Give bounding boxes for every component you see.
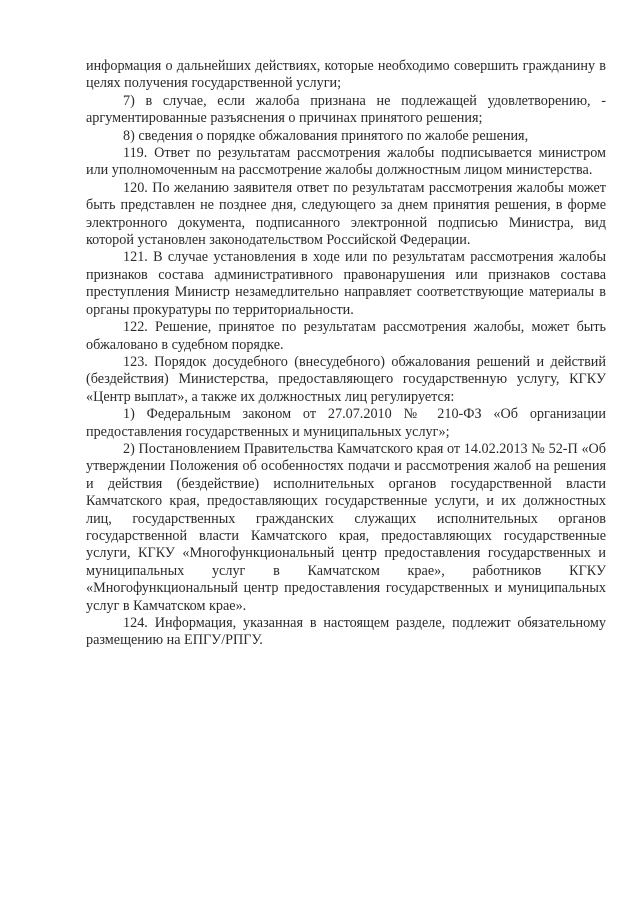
paragraph-121: 121. В случае установления в ходе или по результатам рассмотрения жалобы признаков состава административного правонарушения или признаков состава преступления Министр незамедлительно направляет соответствующие материалы в органы прокуратуры по территориальности.: [86, 249, 606, 318]
paragraph-122: 122. Решение, принятое по результатам рассмотрения жалобы, может быть обжаловано в судебном порядке.: [86, 319, 606, 353]
paragraph-info-further: информация о дальнейших действиях, которые необходимо совершить гражданину в целях получения государственной услуги;: [86, 58, 606, 92]
paragraph-item-8: 8) сведения о порядке обжалования принятого по жалобе решения,: [123, 127, 529, 144]
paragraph-123-item-2: 2) Постановлением Правительства Камчатского края от 14.02.2013 № 52-П «Об утверждении Положения об особенностях подачи и рассмотрения жалоб на решения и действия (бездействие) исполнительных органов государственной власти Камчатского края, предоставляющих государственные услуги, и их должностных лиц, государственных гражданских служащих исполнительных органов государственной власти Камчатского края, предоставляющих государственные услуги, КГКУ «Многофункциональный центр предоставления государственных и муниципальных услуг в Камчатском крае», работников КГКУ «Многофункциональный центр предоставления государственных и муниципальных услуг в Камчатском крае».: [86, 440, 606, 614]
document-page: [86, 58, 606, 650]
paragraph-123: 123. Порядок досудебного (внесудебного) обжалования решений и действий (бездействия) Министерства, предоставляющего государственную услугу, КГКУ «Центр выплат», а также их должностных лиц регулируется:: [86, 353, 606, 405]
paragraph-123-item-1: 1) Федеральным законом от 27.07.2010 № 210-ФЗ «Об организации предоставления государственных и муниципальных услуг»;: [86, 406, 606, 440]
paragraph-item-7: 7) в случае, если жалоба признана не подлежащей удовлетворению, - аргументированные разъяснения о причинах принятого решения;: [86, 92, 606, 127]
paragraph-119: 119. Ответ по результатам рассмотрения жалобы подписывается министром или уполномоченным на рассмотрение жалобы должностным лицом министерства.: [86, 145, 606, 179]
paragraph-124: 124. Информация, указанная в настоящем разделе, подлежит обязательному размещению на ЕПГУ/РПГУ.: [86, 615, 606, 649]
paragraph-120: 120. По желанию заявителя ответ по результатам рассмотрения жалобы может быть представлен не позднее дня, следующего за днем принятия решения, в форме электронного документа, подписанного электронной подписью Министра, вид которой установлен законодательством Российской Федерации.: [86, 179, 606, 249]
